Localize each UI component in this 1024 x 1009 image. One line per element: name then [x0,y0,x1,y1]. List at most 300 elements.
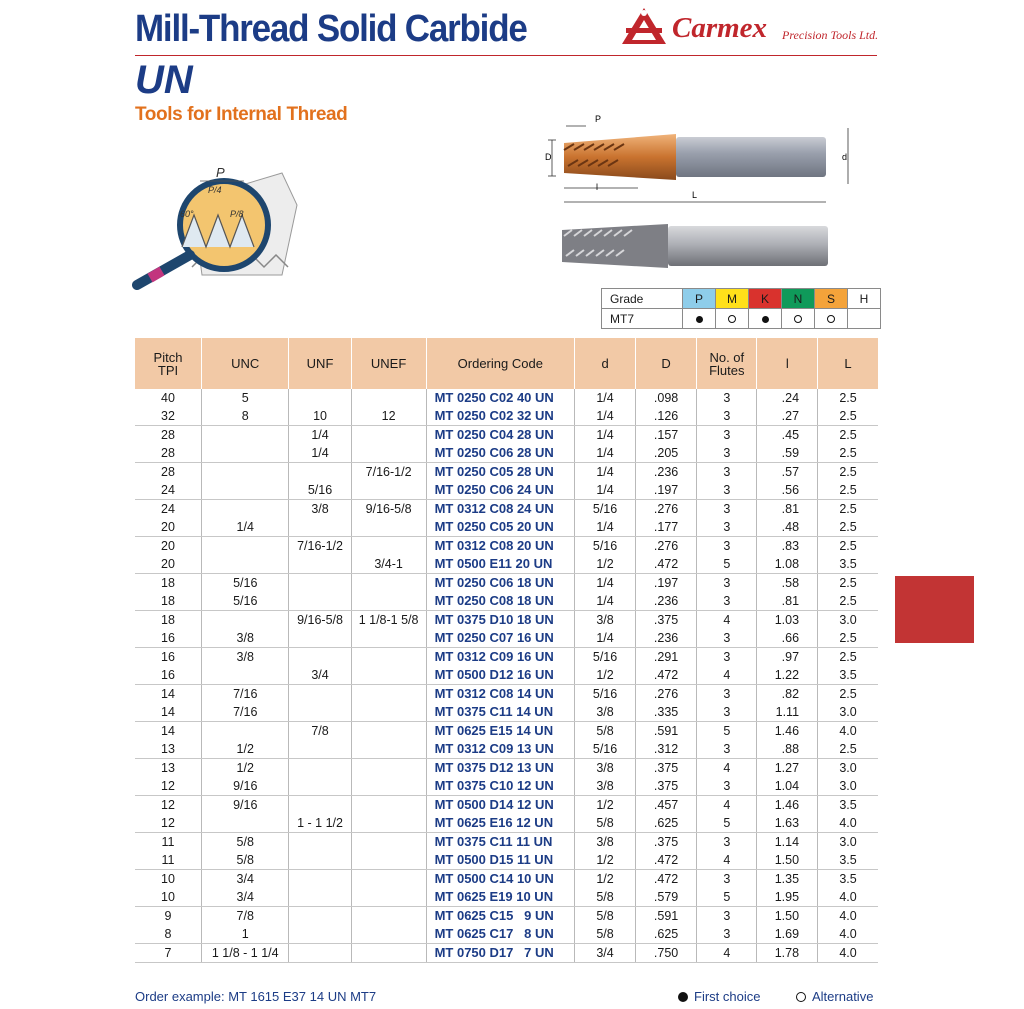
cell-d: 5/16 [575,740,636,759]
cell-L: 2.5 [839,391,857,405]
cell-ordering-code: MT 0312 C08 24 UN [426,500,574,519]
cell-l: .48 [757,518,818,537]
order-example: Order example: MT 1615 E37 14 UN MT7 [135,989,377,1004]
table-row [135,426,878,445]
page-subtitle: Tools for Internal Thread [135,104,348,125]
cell-l: .57 [757,463,818,482]
table-row [135,777,878,796]
cell-ordering-code: MT 0312 C09 16 UN [426,648,574,667]
cell-ordering-code: MT 0250 C02 32 UN [426,407,574,426]
cell-d: 5/8 [575,888,636,907]
cell-unf: 3/4 [289,666,351,685]
cell-D: .750 [636,944,697,963]
cell-L: 2.5 [818,518,878,537]
cell-unef [351,796,426,815]
cell-pitch: 9 [135,907,202,926]
cell-unc: 5/8 [202,833,289,852]
cell-unc: 7/8 [202,907,289,926]
cell-flutes: 4 [697,759,757,778]
cell-D: .177 [636,518,697,537]
cell-l: .82 [757,685,818,704]
cell-flutes: 4 [697,796,757,815]
cell-d: 1/2 [575,851,636,870]
cell-pitch: 12 [135,777,202,796]
cell-ordering-code: MT 0375 D12 13 UN [426,759,574,778]
cell-d: 5/16 [575,500,636,519]
cell-ordering-code: MT 0375 C10 12 UN [426,777,574,796]
cell-D: .472 [636,870,697,889]
cell-D: .472 [636,851,697,870]
open-dot-icon [794,315,802,323]
cell-flutes: 3 [697,648,757,667]
cell-pitch: 13 [135,759,202,778]
cell-pitch: 11 [135,833,202,852]
cell-unf: 1/4 [289,444,351,463]
table-row [135,907,878,926]
cell-unef [351,722,426,741]
table-row [135,814,878,833]
cell-D: .157 [636,426,697,445]
cell-l: 1.46 [757,796,818,815]
cell-unf: 1/4 [289,426,351,445]
cell-L: 3.5 [839,798,857,812]
dim-label-P: P [595,114,602,124]
cell-unf [289,648,351,667]
cell-L: 2.5 [839,576,857,590]
cell-unf [289,925,351,944]
cell-pitch: 28 [135,463,202,482]
cell-D: .098 [636,389,697,407]
column-header-l: l [757,338,818,389]
cell-unef: 12 [351,407,426,426]
cell-ordering-code: MT 0250 C08 18 UN [426,592,574,611]
cell-d: 1/4 [575,574,636,593]
cell-flutes: 3 [697,426,757,445]
cell-flutes: 3 [697,463,757,482]
cell-unc: 9/16 [202,777,289,796]
cell-d: 5/8 [575,814,636,833]
cell-unc: 3/4 [202,888,289,907]
column-header-unc: UNC [202,338,289,389]
cell-l: .45 [757,426,818,445]
brand [620,6,880,46]
table-row [135,500,878,519]
cell-flutes: 3 [697,740,757,759]
cell-unf [289,389,351,407]
cell-flutes: 5 [697,555,757,574]
cell-unef [351,444,426,463]
table-row [135,629,878,648]
cell-l: 1.35 [757,870,818,889]
cell-l: .66 [757,629,818,648]
cell-l: .97 [757,648,818,667]
cell-d: 1/4 [575,444,636,463]
filled-dot-icon [762,316,769,323]
cell-ordering-code: MT 0625 C17 8 UN [426,925,574,944]
cell-ordering-code: MT 0500 D14 12 UN [426,796,574,815]
cell-flutes: 3 [697,703,757,722]
cell-d: 3/8 [575,833,636,852]
cell-unf [289,777,351,796]
cell-unc: 8 [202,407,289,426]
cell-d: 1/4 [575,629,636,648]
cell-unc [202,500,289,519]
cell-ordering-code: MT 0625 E19 10 UN [426,888,574,907]
cell-unef [351,518,426,537]
cell-d: 1/2 [575,555,636,574]
cell-l: .81 [757,592,818,611]
cell-ordering-code: MT 0250 C04 28 UN [426,426,574,445]
cell-unf [289,592,351,611]
cell-L: 2.5 [839,502,857,516]
cell-L: 2.5 [818,592,878,611]
cell-unef [351,870,426,889]
grade-table [601,288,881,329]
product-table [135,338,878,963]
column-header-unef: UNEF [351,338,426,389]
section-tab [895,576,974,643]
table-row [135,888,878,907]
cell-L: 3.0 [818,777,878,796]
cell-unf [289,574,351,593]
cell-l: .59 [757,444,818,463]
cell-unc: 9/16 [202,796,289,815]
thread-label-pitch: P [216,165,225,180]
cell-flutes: 3 [697,444,757,463]
cell-unef [351,481,426,500]
cell-pitch: 14 [135,685,202,704]
cell-L: 2.5 [839,428,857,442]
cell-flutes: 5 [697,888,757,907]
cell-pitch: 20 [135,537,202,556]
table-row [135,870,878,889]
cell-unf [289,759,351,778]
cell-unf: 7/16-1/2 [289,537,351,556]
cell-unef: 3/4-1 [351,555,426,574]
cell-pitch: 14 [135,722,202,741]
grade-cell-S: S [815,289,848,309]
cell-unf [289,740,351,759]
cell-flutes: 3 [697,481,757,500]
cell-d: 1/4 [575,518,636,537]
cell-ordering-code: MT 0500 D12 16 UN [426,666,574,685]
cell-L: 3.0 [839,613,857,627]
cell-d: 1/4 [575,389,636,407]
cell-unef [351,648,426,667]
column-header-D: D [636,338,697,389]
grade-mark-S [815,309,848,329]
table-row [135,389,878,407]
cell-flutes: 3 [697,833,757,852]
cell-ordering-code: MT 0750 D17 7 UN [426,944,574,963]
cell-unef: 9/16-5/8 [351,500,426,519]
cell-unc: 3/4 [202,870,289,889]
cell-flutes: 3 [697,389,757,407]
table-row [135,722,878,741]
table-row [135,666,878,685]
cell-d: 5/8 [575,722,636,741]
cell-L: 3.0 [818,703,878,722]
cell-ordering-code: MT 0312 C09 13 UN [426,740,574,759]
cell-d: 5/16 [575,685,636,704]
cell-unf [289,944,351,963]
cell-pitch: 10 [135,870,202,889]
cell-unef [351,759,426,778]
cell-l: 1.03 [757,611,818,630]
cell-D: .312 [636,740,697,759]
cell-flutes: 3 [697,685,757,704]
cell-ordering-code: MT 0375 D10 18 UN [426,611,574,630]
cell-D: .335 [636,703,697,722]
cell-unc: 5 [202,389,289,407]
cell-ordering-code: MT 0625 C15 9 UN [426,907,574,926]
cell-l: 1.14 [757,833,818,852]
cell-d: 1/4 [575,463,636,482]
cell-unf [289,833,351,852]
cell-l: 1.04 [757,777,818,796]
cell-pitch: 13 [135,740,202,759]
cell-l: 1.69 [757,925,818,944]
cell-L: 2.5 [818,444,878,463]
cell-unc: 5/16 [202,592,289,611]
cell-D: .205 [636,444,697,463]
cell-ordering-code: MT 0312 C08 14 UN [426,685,574,704]
cell-unef [351,740,426,759]
cell-unef [351,944,426,963]
cell-unef [351,389,426,407]
open-dot-icon [796,992,806,1002]
cell-d: 3/8 [575,703,636,722]
column-header-d: d [575,338,636,389]
cell-unef [351,537,426,556]
cell-flutes: 3 [697,629,757,648]
cell-flutes: 4 [697,666,757,685]
cell-flutes: 3 [697,925,757,944]
cell-ordering-code: MT 0312 C08 20 UN [426,537,574,556]
dim-label-L: L [692,190,698,200]
table-row [135,796,878,815]
cell-D: .591 [636,907,697,926]
cell-l: 1.63 [757,814,818,833]
grade-mark-K [749,309,782,329]
table-row [135,740,878,759]
column-header-pitch: Pitch TPI [135,338,202,389]
grade-cell-P: P [683,289,716,309]
table-row [135,833,878,852]
cell-unc: 7/16 [202,703,289,722]
table-row [135,592,878,611]
cell-pitch: 32 [135,407,202,426]
cell-D: .591 [636,722,697,741]
cell-unf [289,685,351,704]
series-title: UN [135,58,193,102]
cell-unef [351,814,426,833]
cell-d: 1/4 [575,592,636,611]
grade-header-row [602,289,881,309]
cell-flutes: 4 [697,611,757,630]
cell-flutes: 4 [697,944,757,963]
table-row [135,648,878,667]
cell-L: 2.5 [818,407,878,426]
cell-d: 5/16 [575,537,636,556]
cell-D: .126 [636,407,697,426]
table-row [135,944,878,963]
cell-unc: 3/8 [202,648,289,667]
cell-unc: 3/8 [202,629,289,648]
dim-label-l: l [596,182,598,192]
cell-D: .236 [636,463,697,482]
cell-pitch: 28 [135,444,202,463]
cell-ordering-code: MT 0250 C06 24 UN [426,481,574,500]
cell-unf [289,518,351,537]
cell-pitch: 12 [135,814,202,833]
cell-pitch: 16 [135,629,202,648]
cell-d: 1/2 [575,666,636,685]
cell-L: 2.5 [839,465,857,479]
cell-D: .457 [636,796,697,815]
cell-D: .236 [636,629,697,648]
cell-pitch: 12 [135,796,202,815]
legend-alternative [796,989,873,1004]
thread-label-angle: 60° [180,209,194,219]
cell-L: 3.5 [818,666,878,685]
cell-L: 2.5 [818,740,878,759]
cell-unef [351,777,426,796]
table-header-row [135,338,878,389]
cell-d: 5/8 [575,907,636,926]
cell-pitch: 18 [135,592,202,611]
dim-label-D: D [545,152,552,162]
cell-D: .375 [636,833,697,852]
cell-unc: 1/2 [202,740,289,759]
cell-unc [202,555,289,574]
title-rule [135,55,877,56]
cell-pitch: 8 [135,925,202,944]
cell-unc: 5/16 [202,574,289,593]
grade-row-mt7 [602,309,881,329]
cell-flutes: 3 [697,518,757,537]
cell-unef [351,907,426,926]
grade-row-label: MT7 [602,309,683,329]
table-row [135,611,878,630]
cell-unc: 5/8 [202,851,289,870]
table-row [135,703,878,722]
column-header-L: L [818,338,878,389]
cell-flutes: 3 [697,777,757,796]
cell-l: 1.27 [757,759,818,778]
cell-L: 4.0 [818,925,878,944]
thread-label-p8: P/8 [230,209,244,219]
filled-dot-icon [696,316,703,323]
thread-profile-diagram [132,155,302,295]
cell-D: .291 [636,648,697,667]
cell-l: 1.22 [757,666,818,685]
cell-d: 5/8 [575,925,636,944]
cell-d: 3/8 [575,611,636,630]
cell-ordering-code: MT 0250 C02 40 UN [426,389,574,407]
cell-d: 1/4 [575,481,636,500]
cell-d: 1/2 [575,870,636,889]
cell-l: 1.50 [757,907,818,926]
cell-d: 3/8 [575,759,636,778]
cell-L: 2.5 [818,629,878,648]
cell-ordering-code: MT 0500 E11 20 UN [426,555,574,574]
cell-unc [202,537,289,556]
cell-unef [351,685,426,704]
cell-unc [202,611,289,630]
column-header-flutes: No. of Flutes [697,338,757,389]
cell-D: .375 [636,611,697,630]
cell-unef [351,925,426,944]
open-dot-icon [728,315,736,323]
grade-cell-N: N [782,289,815,309]
cell-l: .58 [757,574,818,593]
cell-unc: 1 [202,925,289,944]
cell-L: 4.0 [839,909,857,923]
cell-unf: 9/16-5/8 [289,611,351,630]
cell-pitch: 16 [135,648,202,667]
cell-D: .472 [636,555,697,574]
thread-label-p4: P/4 [208,185,222,195]
cell-unc: 1 1/8 - 1 1/4 [202,944,289,963]
cell-pitch: 24 [135,481,202,500]
cell-unf: 1 - 1 1/2 [289,814,351,833]
grade-cell-H: H [848,289,881,309]
table-row [135,537,878,556]
cell-d: 3/8 [575,777,636,796]
table-body [135,389,878,963]
cell-unf: 3/8 [289,500,351,519]
cell-flutes: 4 [697,851,757,870]
cell-flutes: 3 [697,907,757,926]
cell-unc [202,814,289,833]
cell-unef [351,592,426,611]
cell-L: 3.5 [818,555,878,574]
cell-L: 3.5 [818,851,878,870]
cell-l: 1.78 [757,944,818,963]
cell-L: 2.5 [839,650,857,664]
cell-L: 3.5 [839,872,857,886]
cell-unc [202,481,289,500]
cell-l: .83 [757,537,818,556]
cell-pitch: 10 [135,888,202,907]
cell-ordering-code: MT 0250 C06 28 UN [426,444,574,463]
cell-pitch: 7 [135,944,202,963]
cell-D: .197 [636,574,697,593]
cell-L: 2.5 [839,687,857,701]
cell-ordering-code: MT 0250 C06 18 UN [426,574,574,593]
legend-first-choice [678,989,760,1004]
cell-D: .375 [636,777,697,796]
cell-l: .81 [757,500,818,519]
cell-ordering-code: MT 0250 C05 20 UN [426,518,574,537]
cell-unc [202,426,289,445]
cell-d: 1/4 [575,426,636,445]
cell-ordering-code: MT 0500 C14 10 UN [426,870,574,889]
cell-unc [202,444,289,463]
cell-D: .197 [636,481,697,500]
grade-header-label: Grade [602,289,683,309]
cell-pitch: 16 [135,666,202,685]
cell-unf [289,555,351,574]
cell-D: .276 [636,685,697,704]
cell-unf [289,907,351,926]
table-row [135,925,878,944]
cell-pitch: 18 [135,574,202,593]
table-row [135,851,878,870]
legend-alt-label: Alternative [812,989,874,1004]
cell-L: 4.0 [818,814,878,833]
